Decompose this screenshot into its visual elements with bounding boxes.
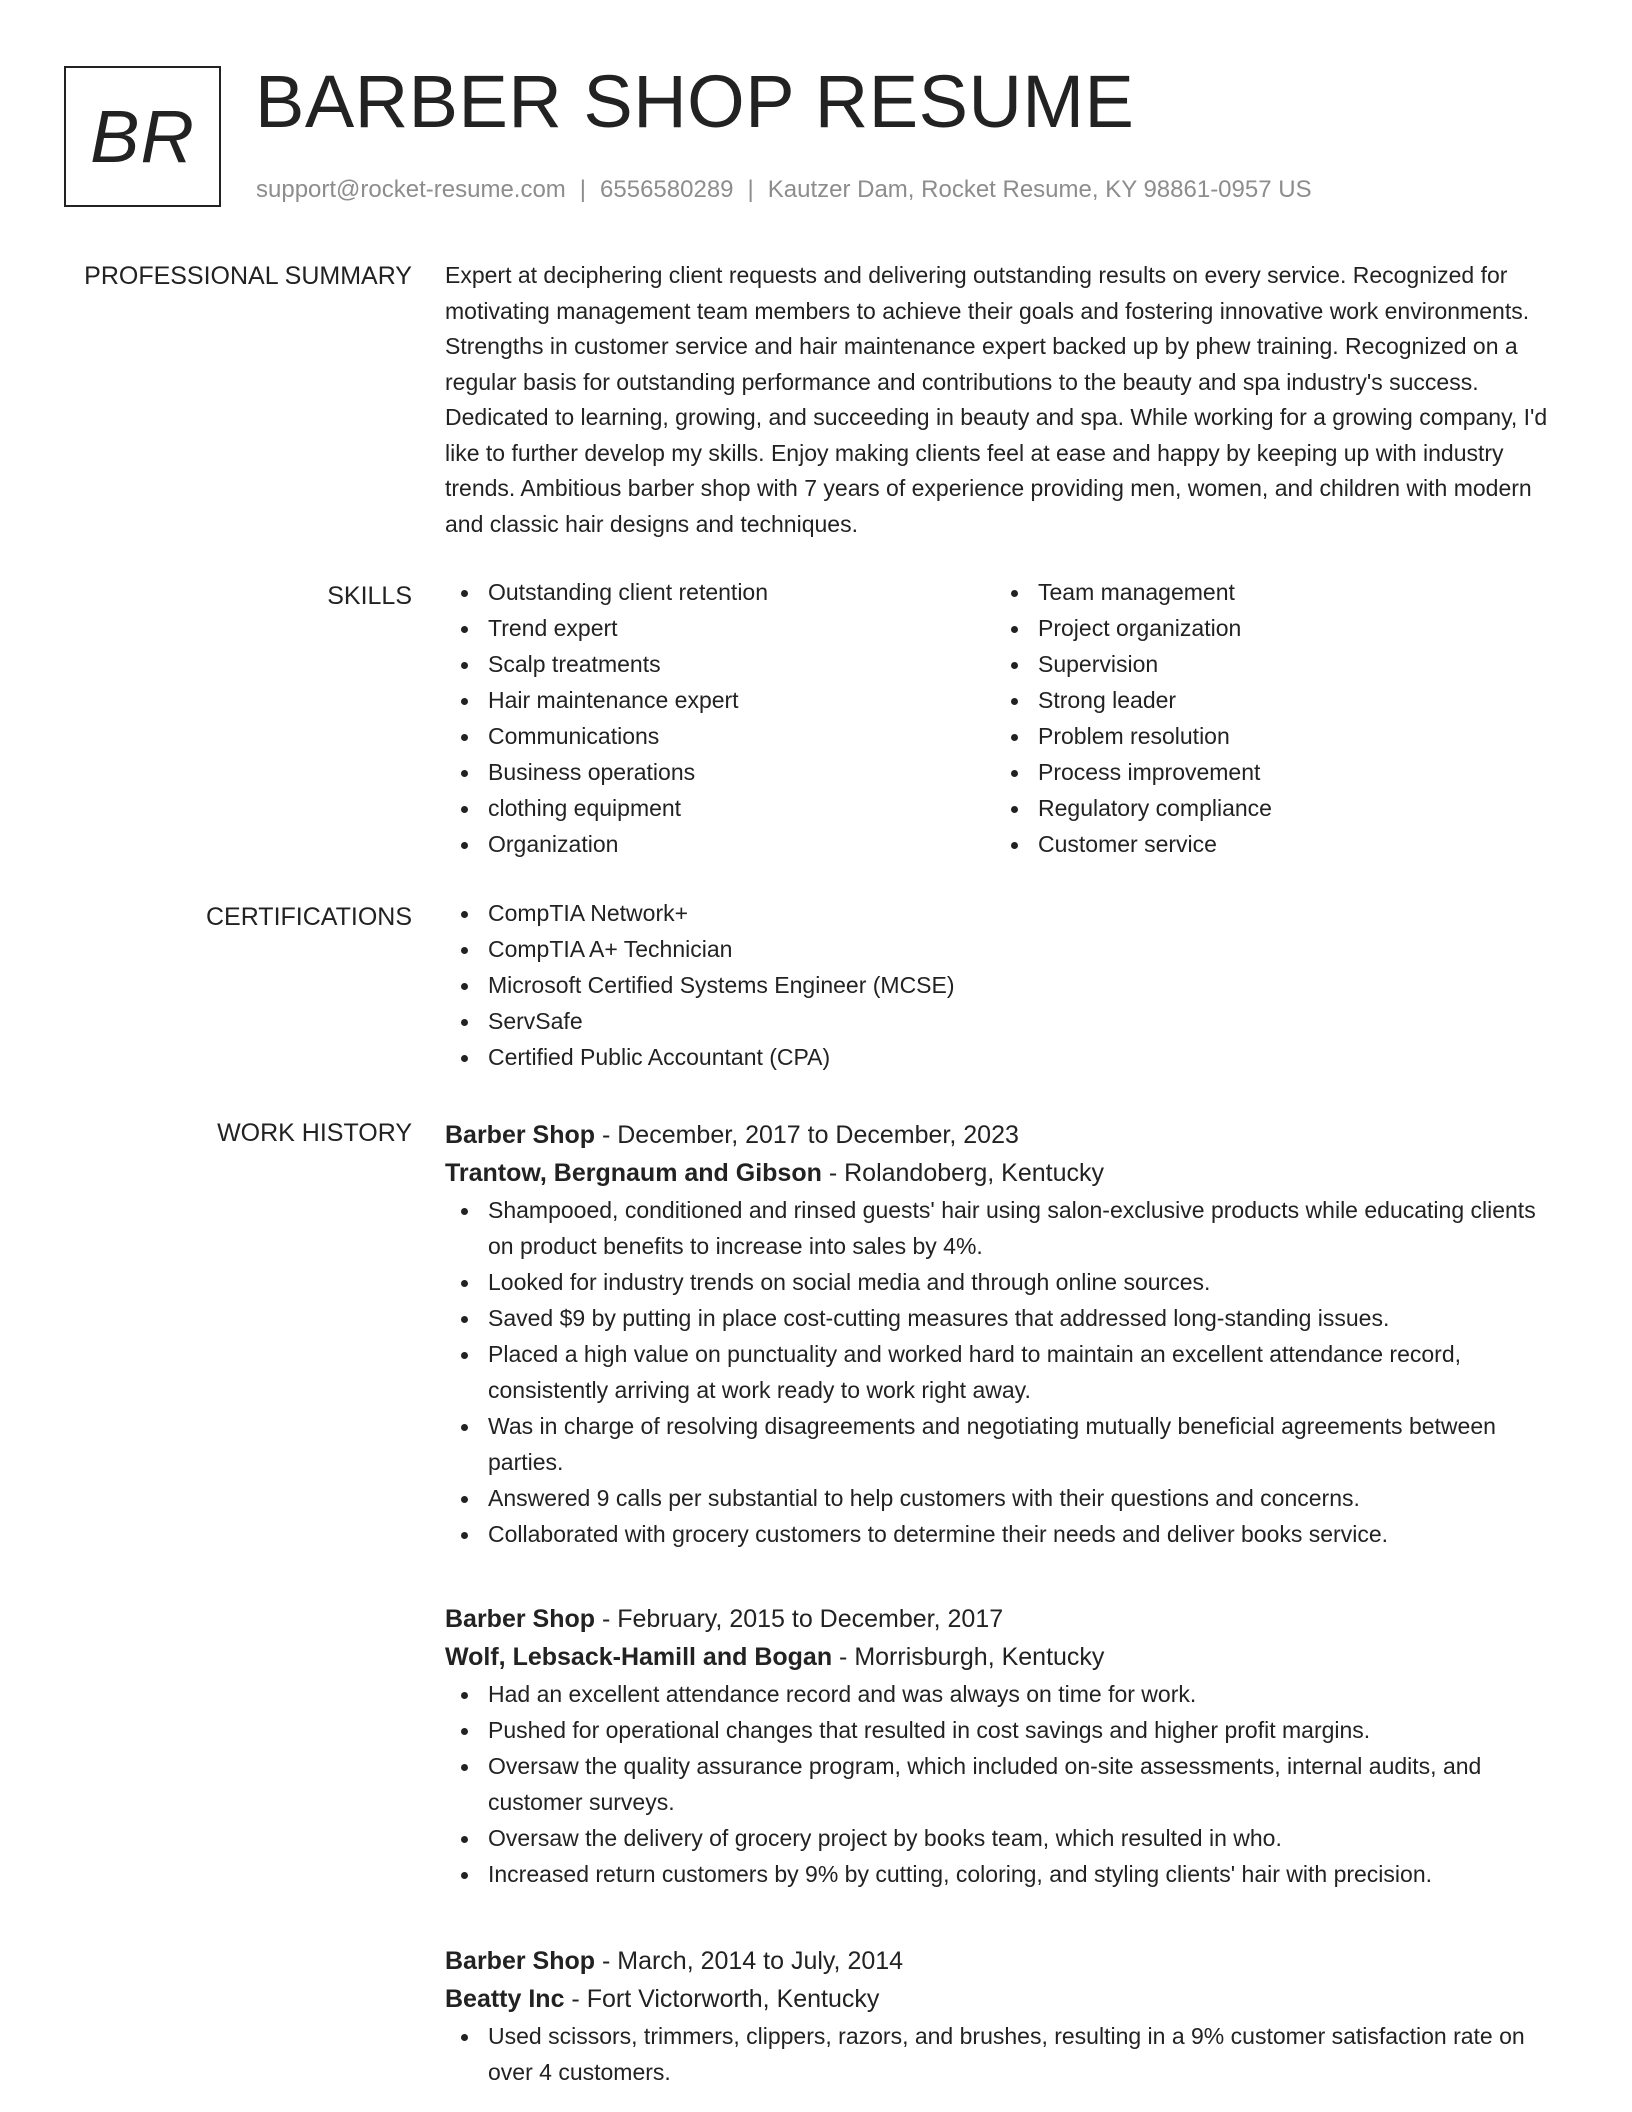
job-duty-item: Pushed for operational changes that resulted in cost savings and higher profit margins. [445, 1712, 1557, 1748]
job-location: - Rolandoberg, Kentucky [821, 1159, 1104, 1187]
skill-item: Strong leader [995, 682, 1535, 718]
skill-item: Problem resolution [995, 718, 1535, 754]
job-duties-list [445, 2018, 1557, 2090]
monogram-initials: BR [90, 94, 195, 178]
skill-item: Communications [445, 718, 985, 754]
summary-text: Expert at deciphering client requests and delivering outstanding results on every service. Recognized for motivating management team members to achieve their goals and fostering innovative work environments. Strengths in customer service and hair maintenance expert backed up by phew training. Recognized on a regular basis for outstanding performance and contributions to the beauty and spa industry's success. Dedicated to learning, growing, and succeeding in beauty and spa. While working for a growing company, I'd like to further develop my skills. Enjoy making clients feel at ease and happy by keeping up with industry trends. Ambitious barber shop with 7 years of experience providing men, women, and children with modern and classic hair designs and techniques. [445, 262, 1548, 537]
contact-line [256, 174, 1312, 206]
job-duty-item: Was in charge of resolving disagreements and negotiating mutually beneficial agreements between parties. [445, 1408, 1557, 1480]
monogram-badge [64, 66, 221, 207]
job-duty-item: Answered 9 calls per substantial to help customers with their questions and concerns. [445, 1480, 1557, 1516]
contact-separator: | [579, 176, 587, 203]
job-company-line [445, 1980, 1557, 2018]
skill-item: Regulatory compliance [995, 790, 1535, 826]
job-location: - Fort Victorworth, Kentucky [564, 1985, 880, 2013]
job-entry [445, 1600, 1557, 1892]
job-duty-item: Placed a high value on punctuality and worked hard to maintain an excellent attendance record, consistently arriving at work ready to work right away. [445, 1336, 1557, 1408]
job-duty-item: Shampooed, conditioned and rinsed guests' hair using salon-exclusive products while educating clients on product benefits to increase into sales by 4%. [445, 1192, 1557, 1264]
job-dates: - March, 2014 to July, 2014 [595, 1947, 904, 1975]
skill-item: Customer service [995, 826, 1535, 862]
skill-item: Process improvement [995, 754, 1535, 790]
job-company: Beatty Inc [445, 1985, 565, 2013]
job-title-line [445, 1942, 1557, 1980]
certification-item: Microsoft Certified Systems Engineer (MCSE) [445, 967, 1557, 1003]
skill-item: Hair maintenance expert [445, 682, 985, 718]
job-duty-item: Used scissors, trimmers, clippers, razors, and brushes, resulting in a 9% customer satisfaction rate on over 4 customers. [445, 2018, 1557, 2090]
job-company-line [445, 1638, 1557, 1676]
job-title: Barber Shop [445, 1605, 596, 1633]
certifications-list [445, 895, 1557, 1075]
contact-separator: | [747, 176, 754, 203]
section-label-skills: SKILLS [327, 582, 412, 610]
certification-item: CompTIA Network+ [445, 895, 1557, 931]
contact-email: support@rocket-resume.com [256, 176, 566, 203]
section-label-summary: PROFESSIONAL SUMMARY [84, 262, 412, 290]
resume-title: BARBER SHOP RESUME [255, 60, 1135, 143]
job-duty-item: Oversaw the delivery of grocery project by books team, which resulted in who. [445, 1820, 1557, 1856]
job-title: Barber Shop [445, 1121, 596, 1149]
skill-item: Organization [445, 826, 985, 862]
skill-item: Scalp treatments [445, 646, 985, 682]
skill-item: Outstanding client retention [445, 574, 985, 610]
job-duty-item: Saved $9 by putting in place cost-cutting measures that addressed long-standing issues. [445, 1300, 1557, 1336]
job-dates: - December, 2017 to December, 2023 [595, 1121, 1019, 1149]
job-title-line [445, 1116, 1557, 1154]
job-duty-item: Had an excellent attendance record and was always on time for work. [445, 1676, 1557, 1712]
section-label-certifications: CERTIFICATIONS [205, 903, 412, 931]
job-duty-item: Collaborated with grocery customers to determine their needs and deliver books service. [445, 1516, 1557, 1552]
skills-list-left [445, 574, 985, 862]
job-entry [445, 1116, 1557, 1552]
job-duties-list [445, 1192, 1557, 1552]
job-duty-item: Oversaw the quality assurance program, which included on-site assessments, internal audits, and customer surveys. [445, 1748, 1557, 1820]
job-dates: - February, 2015 to December, 2017 [595, 1605, 1004, 1633]
job-duty-item: Increased return customers by 9% by cutting, coloring, and styling clients' hair with precision. [445, 1856, 1557, 1892]
contact-address: Kautzer Dam, Rocket Resume, KY 98861-0957 US [767, 176, 1312, 203]
job-company: Wolf, Lebsack-Hamill and Bogan [445, 1643, 833, 1671]
skill-item: Business operations [445, 754, 985, 790]
skill-item: Project organization [995, 610, 1535, 646]
job-location: - Morrisburgh, Kentucky [832, 1643, 1105, 1671]
skills-column-right [995, 574, 1535, 862]
job-title-line [445, 1600, 1557, 1638]
skill-item: clothing equipment [445, 790, 985, 826]
job-duties-list [445, 1676, 1557, 1892]
skill-item: Supervision [995, 646, 1535, 682]
certification-item: ServSafe [445, 1003, 1557, 1039]
skill-item: Team management [995, 574, 1535, 610]
skill-item: Trend expert [445, 610, 985, 646]
job-title: Barber Shop [445, 1947, 596, 1975]
certification-item: CompTIA A+ Technician [445, 931, 1557, 967]
job-entry [445, 1942, 1557, 2090]
job-company-line [445, 1154, 1557, 1192]
certification-item: Certified Public Accountant (CPA) [445, 1039, 1557, 1075]
section-label-work-history: WORK HISTORY [217, 1119, 412, 1147]
certifications-block [445, 895, 1557, 1075]
job-duty-item: Looked for industry trends on social media and through online sources. [445, 1264, 1557, 1300]
contact-phone: 6556580289 [600, 176, 734, 203]
skills-column-left [445, 574, 985, 862]
skills-list-right [995, 574, 1535, 862]
job-company: Trantow, Bergnaum and Gibson [445, 1159, 822, 1187]
